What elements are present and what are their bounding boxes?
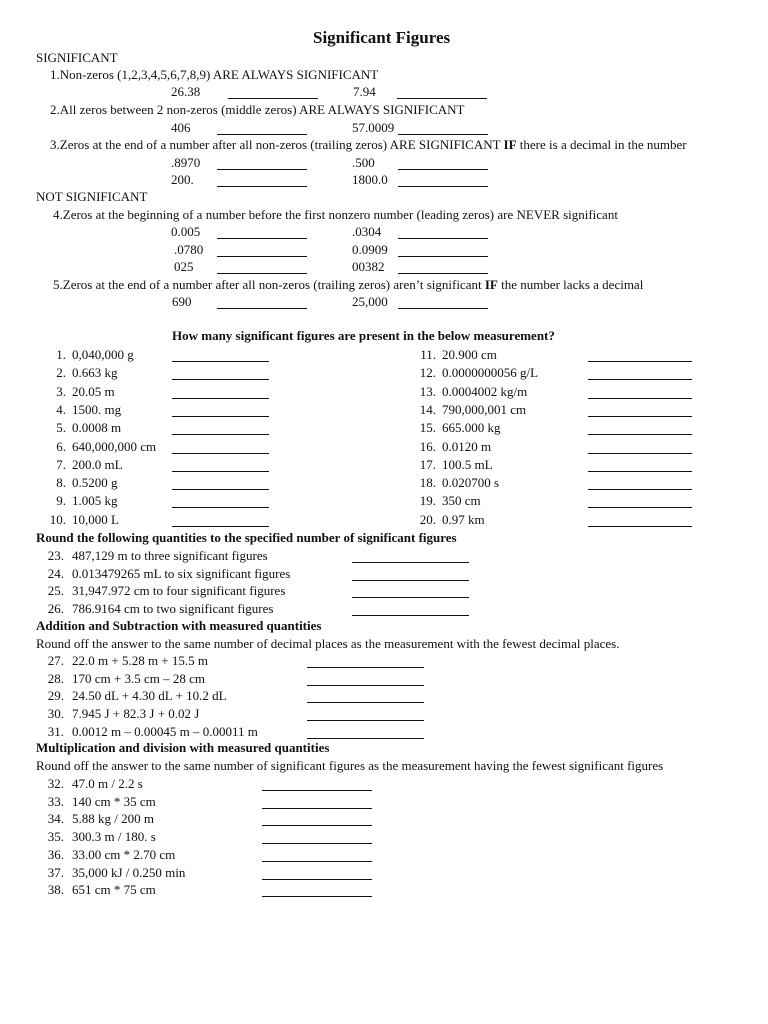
answer-line[interactable] [172, 489, 269, 490]
answer-line[interactable] [217, 186, 307, 187]
question-text: 140 cm * 35 cm [72, 793, 156, 809]
answer-line[interactable] [217, 273, 307, 274]
answer-line[interactable] [262, 896, 372, 897]
question-number: 25. [47, 583, 64, 599]
question-text: 1500. mg [72, 401, 122, 417]
question-number: 13. [419, 383, 436, 399]
question-number: 35. [47, 829, 64, 845]
rule-4-text: 4.Zeros at the beginning of a number before the first nonzero number (leading zeros) are NEVER significant [53, 207, 618, 222]
rule-1-example: 7.94 [353, 84, 376, 99]
question-text: 35,000 kJ / 0.250 min [72, 864, 186, 880]
answer-line[interactable] [217, 256, 307, 257]
question-number: 26. [47, 601, 64, 617]
answer-line[interactable] [398, 273, 488, 274]
answer-line[interactable] [217, 134, 307, 135]
answer-line[interactable] [352, 597, 469, 598]
question-text: 1.005 kg [72, 493, 118, 509]
question-text: 0.0120 m [442, 438, 492, 454]
question-number: 19. [419, 493, 436, 509]
question-number: 33. [47, 793, 64, 809]
section-3-instruction: Round off the answer to the same number of decimal places as the measurement with the fewest decimal places. [36, 636, 620, 651]
answer-line[interactable] [172, 416, 269, 417]
question-number: 7. [56, 456, 66, 472]
answer-line[interactable] [398, 186, 488, 187]
section-4-heading: Multiplication and division with measured quantities [36, 740, 330, 755]
rule-5-if: IF [484, 277, 498, 292]
answer-line[interactable] [398, 169, 488, 170]
rule-5-text-pre: 5.Zeros at the end of a number after all non-zeros (trailing zeros) aren’t significant [53, 277, 485, 292]
answer-line[interactable] [262, 825, 372, 826]
question-number: 31. [47, 723, 64, 739]
answer-line[interactable] [398, 238, 488, 239]
question-number: 18. [419, 475, 436, 491]
answer-line[interactable] [172, 379, 269, 380]
section-4-instruction: Round off the answer to the same number of significant figures as the measurement having the fewest significant figures [36, 758, 664, 773]
question-number: 34. [47, 811, 64, 827]
answer-line[interactable] [397, 98, 487, 99]
question-number: 6. [56, 438, 66, 454]
question-number: 9. [56, 493, 66, 509]
question-text: 300.3 m / 180. s [72, 829, 156, 845]
question-text: 0.0008 m [72, 420, 122, 436]
answer-line[interactable] [172, 526, 269, 527]
answer-line[interactable] [588, 489, 692, 490]
answer-line[interactable] [262, 790, 372, 791]
rule-3-example: .8970 [171, 155, 201, 170]
question-text: 0.020700 s [442, 475, 500, 491]
question-number: 2. [56, 365, 66, 381]
question-number: 16. [419, 438, 436, 454]
question-number: 12. [419, 365, 436, 381]
question-text: 5.88 kg / 200 m [72, 811, 154, 827]
answer-line[interactable] [217, 169, 307, 170]
question-number: 20. [419, 511, 436, 527]
question-number: 17. [419, 456, 436, 472]
answer-line[interactable] [588, 434, 692, 435]
question-text: 786.9164 cm to two significant figures [72, 601, 274, 617]
answer-line[interactable] [172, 507, 269, 508]
rule-3-text [50, 137, 687, 153]
answer-line[interactable] [307, 685, 424, 686]
answer-line[interactable] [262, 861, 372, 862]
question-text: 0.0012 m – 0.00045 m – 0.00011 m [72, 723, 258, 739]
answer-line[interactable] [398, 134, 488, 135]
answer-line[interactable] [588, 379, 692, 380]
question-number: 1. [56, 347, 66, 362]
question-text: 20.05 m [72, 383, 115, 399]
question-text: 0,040,000 g [72, 347, 134, 362]
rule-4-example: .0780 [174, 242, 204, 257]
question-text: 665.000 kg [442, 420, 501, 436]
question-text: 200.0 mL [72, 456, 123, 472]
rule-3-example: 200. [171, 172, 194, 187]
rule-2-example: 406 [171, 120, 191, 135]
section-3-heading: Addition and Subtraction with measured quantities [36, 618, 322, 633]
answer-line[interactable] [588, 526, 692, 527]
question-text: 20.900 cm [442, 347, 497, 362]
answer-line[interactable] [172, 361, 269, 362]
answer-line[interactable] [172, 398, 269, 399]
section-1-heading: How many significant figures are present in the below measurement? [172, 328, 555, 343]
question-text: 640,000,000 cm [72, 438, 157, 454]
answer-line[interactable] [262, 879, 372, 880]
question-number: 29. [47, 688, 64, 704]
question-number: 5. [56, 420, 66, 436]
rule-4-example: 00382 [352, 259, 385, 274]
answer-line[interactable] [307, 702, 424, 703]
question-text: 31,947.972 cm to four significant figures [72, 583, 286, 599]
rule-5-text-post: the number lacks a decimal [497, 277, 644, 292]
question-number: 24. [47, 565, 64, 581]
question-number: 30. [47, 706, 64, 722]
question-text: 47.0 m / 2.2 s [72, 776, 143, 791]
answer-line[interactable] [352, 562, 469, 563]
question-text: 0.013479265 mL to six significant figures [72, 565, 291, 581]
question-number: 32. [47, 776, 64, 791]
question-number: 28. [47, 670, 64, 686]
significant-heading: SIGNIFICANT [36, 50, 118, 65]
rule-4-example: .0304 [352, 224, 382, 239]
question-number: 8. [56, 475, 66, 491]
answer-line[interactable] [307, 738, 424, 739]
answer-line[interactable] [588, 453, 692, 454]
question-text: 790,000,001 cm [442, 401, 527, 417]
answer-line[interactable] [172, 471, 269, 472]
question-number: 10. [49, 511, 66, 527]
answer-line[interactable] [228, 98, 318, 99]
question-number: 38. [47, 882, 64, 898]
rule-3-example: 1800.0 [352, 172, 388, 187]
question-text: 10,000 L [72, 511, 119, 527]
question-number: 27. [47, 653, 64, 668]
answer-line[interactable] [307, 720, 424, 721]
rule-1-text: 1.Non-zeros (1,2,3,4,5,6,7,8,9) ARE ALWAYS SIGNIFICANT [50, 67, 379, 82]
rule-4-example: 0.005 [171, 224, 201, 239]
question-text: 0.0004002 kg/m [442, 383, 528, 399]
rule-5-example: 25,000 [352, 294, 388, 309]
rule-3-if: IF [503, 137, 517, 152]
rule-3-example: .500 [352, 155, 375, 170]
rule-5-text [53, 277, 643, 293]
question-text: 350 cm [442, 493, 481, 509]
answer-line[interactable] [262, 843, 372, 844]
rule-5-example: 690 [172, 294, 192, 309]
answer-line[interactable] [398, 308, 488, 309]
question-text: 7.945 J + 82.3 J + 0.02 J [72, 706, 200, 722]
not-significant-heading: NOT SIGNIFICANT [36, 189, 148, 204]
answer-line[interactable] [588, 416, 692, 417]
rule-3-text-post: there is a decimal in the number [516, 137, 687, 152]
question-number: 4. [56, 401, 66, 417]
question-text: 0.663 kg [72, 365, 118, 381]
question-text: 22.0 m + 5.28 m + 15.5 m [72, 653, 208, 668]
answer-line[interactable] [352, 615, 469, 616]
question-text: 0.97 km [442, 511, 485, 527]
question-text: 487,129 m to three significant figures [72, 548, 268, 563]
question-text: 170 cm + 3.5 cm – 28 cm [72, 670, 205, 686]
answer-line[interactable] [217, 238, 307, 239]
answer-line[interactable] [262, 808, 372, 809]
answer-line[interactable] [352, 580, 469, 581]
question-number: 23. [47, 548, 64, 563]
question-number: 11. [420, 347, 436, 362]
question-text: 33.00 cm * 2.70 cm [72, 846, 176, 862]
question-number: 15. [419, 420, 436, 436]
answer-line[interactable] [172, 453, 269, 454]
answer-line[interactable] [172, 434, 269, 435]
rule-3-text-pre: 3.Zeros at the end of a number after all non-zeros (trailing zeros) ARE SIGNIFICANT [50, 137, 504, 152]
answer-line[interactable] [588, 398, 692, 399]
question-text: 0.0000000056 g/L [442, 365, 539, 381]
answer-line[interactable] [398, 256, 488, 257]
question-text: 651 cm * 75 cm [72, 882, 156, 898]
section-2-heading: Round the following quantities to the specified number of significant figures [36, 530, 457, 545]
question-number: 14. [419, 401, 436, 417]
question-text: 24.50 dL + 4.30 dL + 10.2 dL [72, 688, 227, 704]
rule-2-text: 2.All zeros between 2 non-zeros (middle zeros) ARE ALWAYS SIGNIFICANT [50, 102, 465, 117]
rule-4-example: 025 [174, 259, 194, 274]
answer-line[interactable] [588, 471, 692, 472]
rule-1-example: 26.38 [171, 84, 201, 99]
rule-2-example: 57.0009 [352, 120, 395, 135]
question-number: 36. [47, 846, 64, 862]
question-text: 100.5 mL [442, 456, 493, 472]
answer-line[interactable] [588, 361, 692, 362]
answer-line[interactable] [217, 308, 307, 309]
question-number: 37. [47, 864, 64, 880]
answer-line[interactable] [307, 667, 424, 668]
answer-line[interactable] [588, 507, 692, 508]
question-text: 0.5200 g [72, 475, 118, 491]
page-title: Significant Figures [313, 28, 451, 47]
question-number: 3. [56, 383, 66, 399]
rule-4-example: 0.0909 [352, 242, 388, 257]
